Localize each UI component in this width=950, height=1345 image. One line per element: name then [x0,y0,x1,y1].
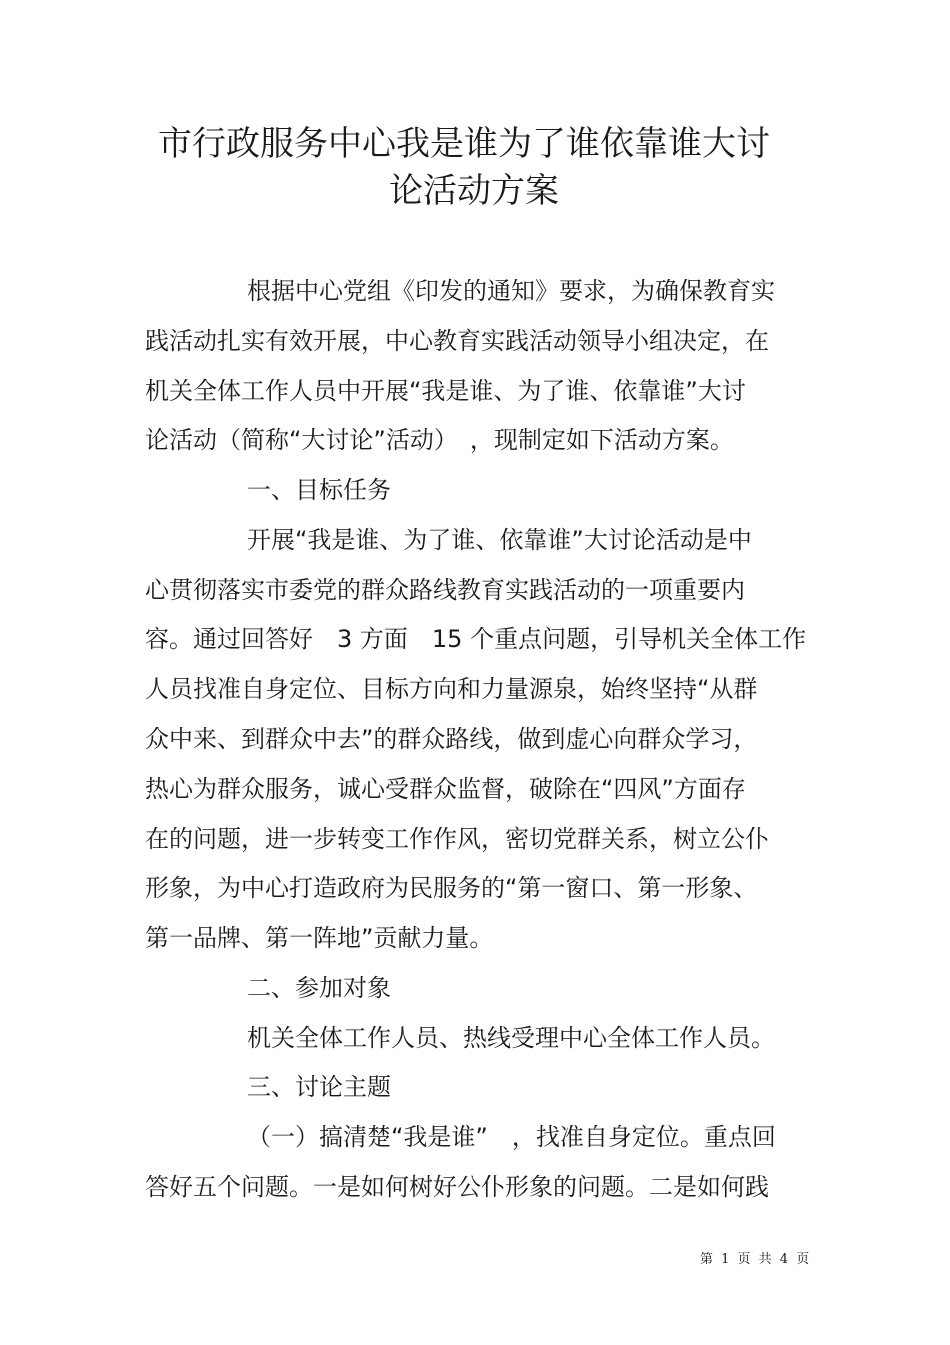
page-number-footer: 第 1 页 共 4 页 [700,1252,812,1267]
section-heading: 二、参加对象 [247,974,391,1002]
paragraph-line: （一）搞清楚“我是谁” ，找准自身定位。重点回 [247,1123,776,1151]
paragraph-line: 热心为群众服务，诚心受群众监督，破除在“四风”方面存 [145,775,746,803]
section-heading: 一、目标任务 [247,476,391,504]
paragraph-line: 机关全体工作人员、热线受理中心全体工作人员。 [247,1024,775,1052]
paragraph-line: 在的问题，进一步转变工作作风，密切党群关系，树立公仆 [145,825,769,853]
section-heading: 三、讨论主题 [247,1073,391,1101]
document-title-line-2: 论活动方案 [389,171,559,211]
paragraph-line: 开展“我是谁、为了谁、依靠谁”大讨论活动是中 [247,526,752,554]
paragraph-line: 众中来、到群众中去”的群众路线，做到虚心向群众学习， [145,725,758,753]
paragraph-line: 心贯彻落实市委党的群众路线教育实践活动的一项重要内 [145,576,745,604]
paragraph-line: 论活动（简称“大讨论”活动） ，现制定如下活动方案。 [145,426,734,454]
paragraph-line: 第一品牌、第一阵地”贡献力量。 [145,924,494,952]
document-title-line-1: 市行政服务中心我是谁为了谁依靠谁大讨 [158,124,770,164]
paragraph-line: 机关全体工作人员中开展“我是谁、为了谁、依靠谁”大讨 [145,377,746,405]
paragraph-line: 形象，为中心打造政府为民服务的“第一窗口、第一形象、 [145,874,758,902]
paragraph-line: 人员找准自身定位、目标方向和力量源泉，始终坚持“从群 [145,675,758,703]
paragraph-line: 根据中心党组《印发的通知》要求，为确保教育实 [247,277,775,305]
paragraph-line: 践活动扎实有效开展，中心教育实践活动领导小组决定，在 [145,327,769,355]
paragraph-line: 答好五个问题。一是如何树好公仆形象的问题。二是如何践 [145,1173,769,1201]
paragraph-line: 容。通过回答好 3 方面 15 个重点问题，引导机关全体工作 [145,625,807,653]
